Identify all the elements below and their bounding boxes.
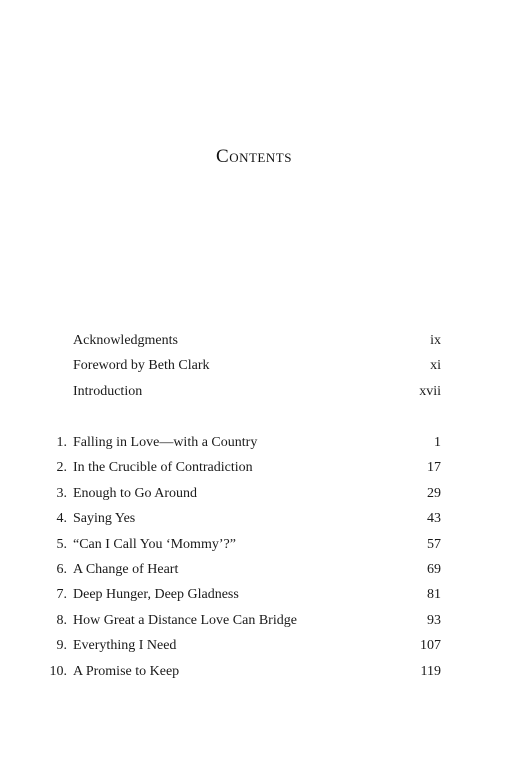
entry-page-number: xvii [419, 383, 441, 399]
chapter-number: 6. [56, 561, 67, 577]
front-matter-list [0, 328, 508, 404]
entry-title: Introduction [73, 383, 143, 399]
chapter-number: 1. [56, 435, 67, 450]
page-title: Contents [216, 146, 292, 167]
chapter-number: 5. [56, 536, 67, 552]
chapter-page-number: 69 [427, 561, 441, 577]
chapter-number: 4. [56, 511, 67, 527]
chapter-page-number: 29 [427, 485, 441, 501]
chapter-number: 9. [56, 638, 67, 654]
chapter-page-number: 81 [427, 587, 441, 603]
chapter-number: 8. [56, 612, 67, 628]
chapter-page-number: 107 [420, 638, 441, 654]
chapter-page-number: 119 [420, 663, 441, 679]
chapter-list [0, 430, 508, 684]
chapter-title: How Great a Distance Love Can Bridge [73, 612, 297, 628]
chapter-title: “Can I Call You ‘Mommy’?” [73, 536, 236, 552]
chapter-page-number: 93 [427, 612, 441, 628]
toc-entry-acknowledgments [0, 328, 508, 353]
chapter-page-number: 1 [434, 435, 441, 450]
entry-title: Acknowledgments [73, 333, 178, 348]
chapter-title: Deep Hunger, Deep Gladness [73, 587, 239, 603]
toc-chapter-row [0, 455, 508, 480]
toc-chapter-row [0, 430, 508, 455]
chapter-title: Falling in Love—with a Country [73, 435, 258, 450]
entry-page-number: ix [430, 333, 441, 348]
chapter-title: Enough to Go Around [73, 485, 198, 501]
chapter-title: Everything I Need [73, 638, 177, 654]
chapter-page-number: 57 [427, 536, 441, 552]
toc-chapter-row [0, 608, 508, 633]
chapter-title: In the Crucible of Contradiction [73, 460, 253, 476]
chapter-page-number: 17 [427, 460, 441, 476]
toc-chapter-row [0, 506, 508, 531]
toc-chapter-row [0, 659, 508, 684]
toc-chapter-row [0, 582, 508, 607]
toc-chapter-row [0, 481, 508, 506]
chapter-number: 2. [56, 460, 67, 476]
toc-chapter-row [0, 532, 508, 557]
chapter-page-number: 43 [427, 511, 441, 527]
chapter-title: A Promise to Keep [73, 663, 180, 679]
toc-entry-introduction [0, 379, 508, 404]
chapter-number: 10. [49, 663, 67, 679]
entry-title: Foreword by Beth Clark [73, 358, 210, 374]
entry-page-number: xi [430, 358, 441, 374]
chapter-number: 3. [56, 485, 67, 501]
toc-chapter-row [0, 557, 508, 582]
chapter-title: Saying Yes [73, 511, 136, 527]
toc-entry-foreword [0, 353, 508, 378]
chapter-title: A Change of Heart [73, 561, 179, 577]
toc-chapter-row [0, 633, 508, 658]
chapter-number: 7. [56, 587, 67, 603]
